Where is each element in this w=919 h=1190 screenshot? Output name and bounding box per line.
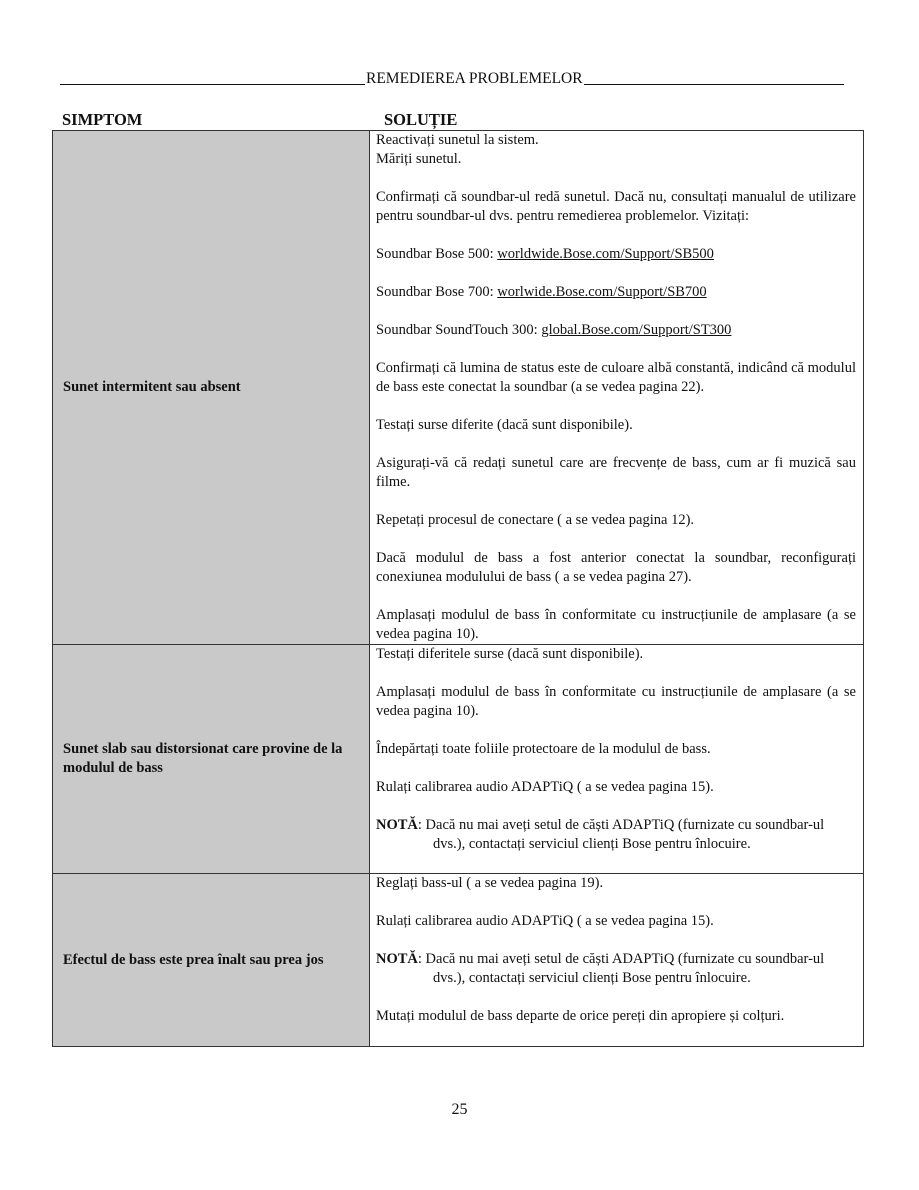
symptom-cell: Sunet slab sau distorsionat care provine de la modulul de bass [53, 645, 370, 874]
table-row [53, 645, 864, 874]
troubleshooting-table [52, 130, 864, 1047]
link-label: Soundbar SoundTouch 300: [376, 322, 542, 338]
symptom-cell: Sunet intermitent sau absent [53, 131, 370, 645]
support-link-sb700[interactable]: worlwide.Bose.com/Support/SB700 [497, 284, 707, 300]
support-link-row [376, 245, 856, 264]
note-label: NOTĂ [376, 951, 418, 967]
note-text: : Dacă nu mai aveți setul de căști ADAPTiQ (furnizate cu soundbar-ul dvs.), contactați serviciul clienți Bose pentru înlocuire. [417, 817, 825, 852]
solution-paragraph: Rulați calibrarea audio ADAPTiQ ( a se vedea pagina 15). [376, 779, 714, 795]
note-paragraph [376, 950, 856, 988]
solution-line: Reactivați sunetul la sistem. [376, 132, 539, 148]
solution-paragraph: Rulați calibrarea audio ADAPTiQ ( a se vedea pagina 15). [376, 913, 714, 929]
solution-paragraph: Confirmați că soundbar-ul redă sunetul. Dacă nu, consultați manualul de utilizare pentru soundbar-ul dvs. pentru remedierea problemelor. Vizitați: [376, 189, 856, 224]
solution-paragraph: Amplasați modulul de bass în conformitate cu instrucțiunile de amplasare (a se vedea pagina 10). [376, 607, 856, 642]
link-label: Soundbar Bose 500: [376, 246, 498, 262]
table-row [53, 131, 864, 645]
solution-line: Măriți sunetul. [376, 151, 462, 167]
support-link-row [376, 283, 856, 302]
page-header [60, 70, 844, 88]
table-row [53, 874, 864, 1047]
link-label: Soundbar Bose 700: [376, 284, 498, 300]
note-paragraph [376, 816, 856, 854]
note-text: : Dacă nu mai aveți setul de căști ADAPTiQ (furnizate cu soundbar-ul dvs.), contactați serviciul clienți Bose pentru înlocuire. [417, 951, 825, 986]
header-rule-right [584, 83, 844, 85]
solution-paragraph: Reglați bass-ul ( a se vedea pagina 19). [376, 875, 604, 891]
solution-cell [370, 874, 864, 1047]
solution-paragraph: Testați diferitele surse (dacă sunt disponibile). [376, 646, 644, 662]
solution-paragraph: Mutați modulul de bass departe de orice pereți din apropiere și colțuri. [376, 1008, 785, 1024]
solution-paragraph: Dacă modulul de bass a fost anterior conectat la soundbar, reconfigurați conexiunea modulului de bass ( a se vedea pagina 27). [376, 550, 856, 585]
section-title: REMEDIEREA PROBLEMELOR [366, 70, 583, 87]
support-link-row [376, 321, 856, 340]
column-header-symptom: SIMPTOM [62, 110, 143, 129]
column-header-solution: SOLUȚIE [384, 110, 458, 129]
solution-cell [370, 645, 864, 874]
solution-cell [370, 131, 864, 645]
symptom-cell: Efectul de bass este prea înalt sau prea jos [53, 874, 370, 1047]
solution-paragraph: Amplasați modulul de bass în conformitate cu instrucțiunile de amplasare (a se vedea pagina 10). [376, 684, 856, 719]
solution-paragraph: Îndepărtați toate foliile protectoare de la modulul de bass. [376, 741, 711, 757]
note-label: NOTĂ [376, 817, 418, 833]
solution-paragraph: Asigurați-vă că redați sunetul care are frecvențe de bass, cum ar fi muzică sau filme. [376, 455, 856, 490]
solution-paragraph [376, 131, 856, 169]
support-link-sb500[interactable]: worldwide.Bose.com/Support/SB500 [497, 246, 714, 262]
solution-paragraph: Repetați procesul de conectare ( a se vedea pagina 12). [376, 512, 695, 528]
header-rule-left [60, 83, 365, 85]
page-number: 25 [451, 1101, 468, 1118]
solution-paragraph: Testați surse diferite (dacă sunt disponibile). [376, 417, 633, 433]
solution-paragraph: Confirmați că lumina de status este de culoare albă constantă, indicând că modulul de bass este conectat la soundbar (a se vedea pagina 22). [376, 360, 856, 395]
support-link-st300[interactable]: global.Bose.com/Support/ST300 [541, 322, 732, 338]
